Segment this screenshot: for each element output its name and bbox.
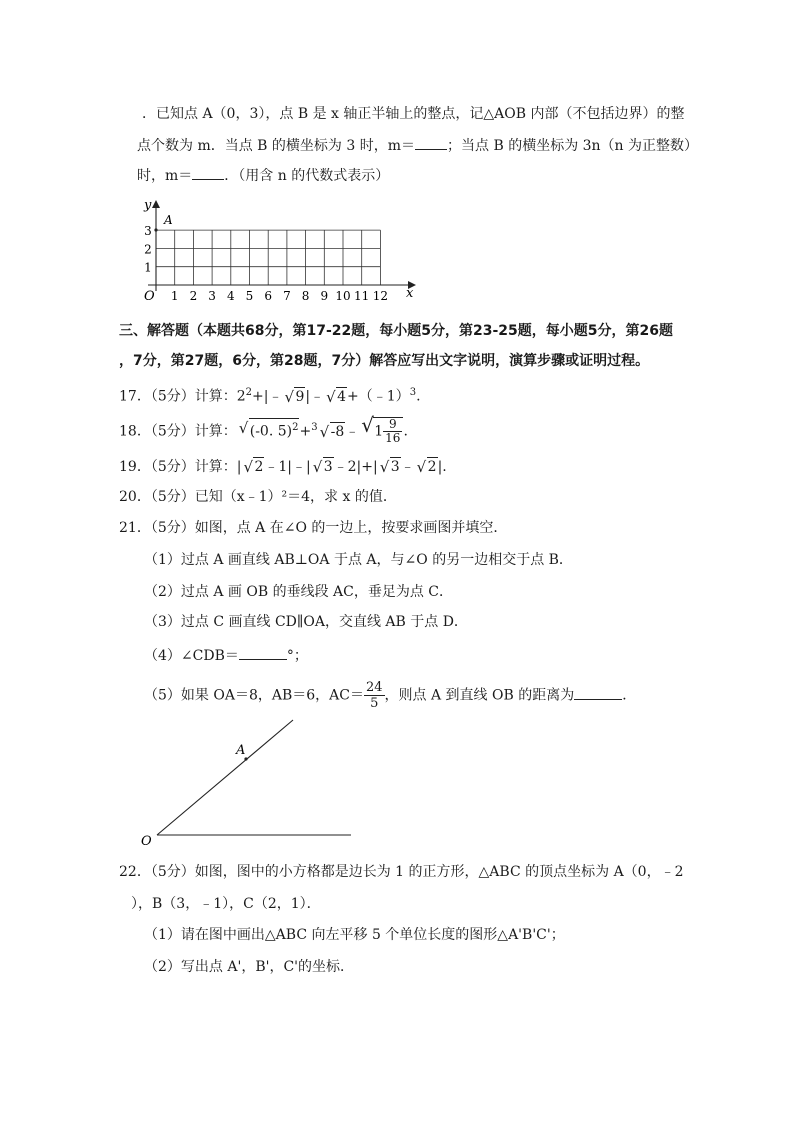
x-tick-label: 6 [264,289,273,303]
q18-prefix: 18．（5分）计算： [119,423,237,440]
q17 [119,383,421,407]
q17-part-g: +（﹣1） [347,388,410,405]
answer-blank-distance[interactable] [574,685,622,700]
q21-part4-a: （4）∠CDB＝ [144,648,239,664]
q16-line3 [137,165,389,186]
q21-part2: （2）过点 A 画 OB 的垂线段 AC，垂足为点 C． [144,584,454,600]
origin-label: O [144,289,155,304]
grid-lines [156,230,380,285]
x-axis-label: x [406,286,414,301]
x-tick-label: 10 [335,289,351,303]
q18-cube-index: 3 [311,421,318,433]
x-tick-label: 1 [170,289,179,303]
q16-line1: ．已知点 A（0，3），点 B 是 x 轴正半轴上的整点，记△AOB 内部（不包括边界）的整 [142,106,685,122]
q22-line2: ），B（3，﹣1），C（2，1）． [131,896,321,912]
y-tick-label: 1 [144,260,152,275]
q16-line2-part-b: ；当点 B 的横坐标为 3n（n 为正整数） [447,138,699,154]
q22-part1: （1）请在图中画出△ABC 向左平移 5 个单位长度的图形△A'B'C'； [144,927,565,943]
q21-part5 [144,680,636,711]
label-a: A [236,743,246,758]
q18-sqrt-1: √ (-0. 5)$^2$ [238,418,299,440]
y-axis-label: y [144,198,152,213]
x-tick-label: 4 [226,289,235,303]
q19-prefix: 19．（5分）计算：| [119,459,242,475]
q18-cbrt: √ -8 [319,422,345,441]
q22-line1: 22．（5分）如图，图中的小方格都是边长为 1 的正方形，△ABC 的顶点坐标为 A（0，﹣2 [119,864,684,880]
angle-figure [135,712,365,852]
x-tick-label: 9 [320,289,329,303]
q18-sqrt-2: √ 1 $\frac{9}{16}$ [361,417,403,445]
q16-line2 [137,135,698,156]
q22-part2: （2）写出点 A'，B'，C'的坐标． [144,959,355,975]
x-tick-label: 12 [372,289,389,303]
section3-heading-line1: 三、解答题（本题共68分，第17-22题，每小题5分，第23-25题，每小题5分，第26题 [119,323,673,339]
q19-part-f: ﹣ [400,459,415,475]
q19-part-b: ﹣1|﹣| [264,459,311,475]
y-tick-label: 2 [144,242,152,257]
q19-sqrt-3a: √ 3 [312,458,333,476]
q17-base: 2 [236,388,246,405]
q21-part1: （1）过点 A 画直线 AB⊥OA 于点 A，与∠O 的另一边相交于点 B． [144,552,573,568]
x-tick-labels [171,289,388,303]
x-tick-label: 2 [189,289,198,303]
q17-sqrt-9: √ 9 [284,387,305,406]
q19-part-d: ﹣2|+| [333,459,378,475]
label-o: O [141,834,152,849]
q21-part5-b: ，则点 A 到直线 OB 的距离为 [384,687,575,704]
q17-end: . [416,388,421,405]
q21-part3: （3）过点 C 画直线 CD∥OA，交直线 AB 于点 D． [144,614,468,630]
q18-plus: + [299,423,312,440]
q21-part5-c: ． [622,687,637,704]
q18-minus: ﹣ [345,423,360,440]
q16-line2-part-a: 点个数为 m．当点 B 的横坐标为 3 时，m＝ [137,138,415,154]
q20: 20．（5分）已知（x﹣1）²＝4，求 x 的值． [119,489,397,505]
q17-prefix: 17．（5分）计算： [119,388,237,405]
q18-end: . [403,423,408,440]
point-a [154,228,157,231]
q16-line3-part-b: ．（用含 n 的代数式表示） [224,168,390,184]
section3-heading-line2: ，7分，第27题，6分，第28题，7分）解答应写出文字说明，演算步骤或证明过程。 [119,353,650,369]
q19-sqrt-2b: √ 2 [416,458,437,476]
q17-part-e: |﹣ [305,388,325,405]
q21-part5-a: （5）如果 OA＝8，AB＝6，AC＝ [144,687,364,704]
answer-blank-m[interactable] [415,135,447,150]
q19-sqrt-2a: √ 2 [243,458,264,476]
q19-sqrt-3b: √ 3 [379,458,400,476]
q17-part-c: +|﹣ [252,388,283,405]
x-tick-label: 7 [283,289,291,303]
point-a-label: A [164,213,173,227]
x-tick-label: 3 [208,289,216,303]
y-tick-label: 3 [144,224,152,239]
answer-blank-angle-cdb[interactable] [239,645,287,660]
y-axis-arrow-icon [152,200,160,208]
q19 [119,457,447,477]
q17-exp2: 3 [409,387,417,398]
q19-end: |. [437,459,447,475]
ray-oa [157,720,293,835]
q21-stem: 21．（5分）如图，点 A 在∠O 的一边上，按要求画图并填空． [119,520,508,536]
q21-part4-b: °； [286,648,308,664]
q21-part4 [144,645,308,666]
q17-exp: 2 [245,387,253,398]
y-tick-labels [144,224,152,275]
q21-fraction: $\frac{24}{5}$ [365,680,383,711]
coordinate-grid-figure [130,196,430,306]
answer-blank-m-n[interactable] [192,165,224,180]
x-tick-label: 8 [301,289,310,303]
x-tick-label: 5 [245,289,254,303]
q18 [119,413,408,445]
x-tick-label: 11 [354,289,370,303]
q17-sqrt-4: √ 4 [326,387,347,406]
q16-line3-part-a: 时，m＝ [137,168,193,184]
